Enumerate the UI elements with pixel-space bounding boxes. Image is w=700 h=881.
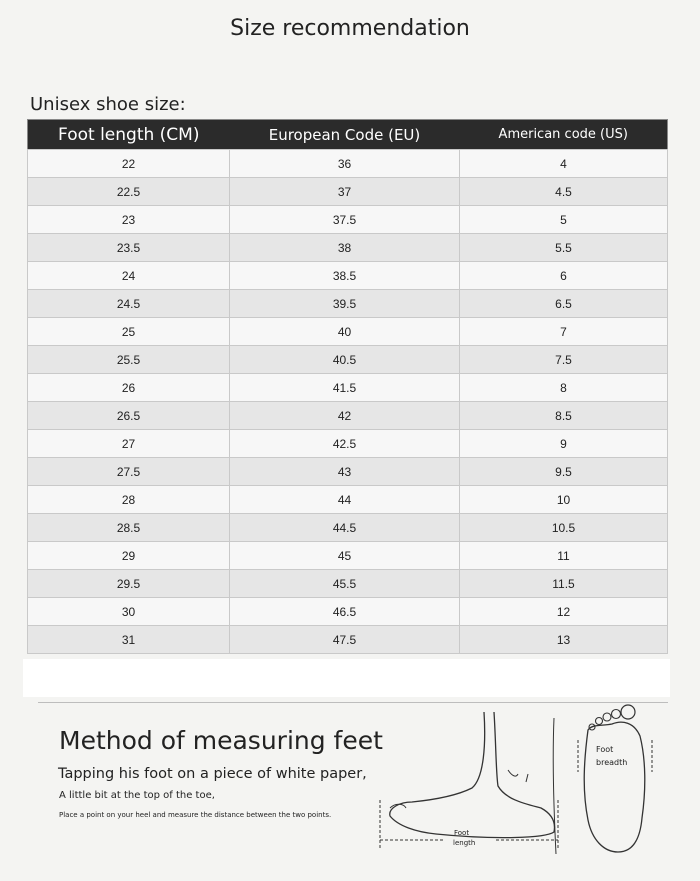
cell-eu-size: 44 <box>230 486 460 514</box>
table-row <box>28 598 668 626</box>
cell-foot-length: 23 <box>28 206 230 234</box>
cell-us-size: 9.5 <box>460 458 668 486</box>
cell-us-size: 9 <box>460 430 668 458</box>
cell-eu-size: 40.5 <box>230 346 460 374</box>
cell-foot-length: 29 <box>28 542 230 570</box>
cell-foot-length: 24 <box>28 262 230 290</box>
cell-foot-length: 25 <box>28 318 230 346</box>
foot-breadth-label-1: Foot <box>596 745 614 754</box>
cell-eu-size: 38.5 <box>230 262 460 290</box>
table-row <box>28 570 668 598</box>
column-header-foot-length: Foot length (CM) <box>28 120 230 150</box>
cell-foot-length: 27 <box>28 430 230 458</box>
foot-side-outline <box>390 712 555 838</box>
column-header-eu: European Code (EU) <box>230 120 460 150</box>
cell-eu-size: 43 <box>230 458 460 486</box>
cell-us-size: 4 <box>460 150 668 178</box>
table-row <box>28 626 668 654</box>
cell-foot-length: 27.5 <box>28 458 230 486</box>
column-header-us: American code (US) <box>460 120 668 150</box>
table-row <box>28 206 668 234</box>
cell-eu-size: 42 <box>230 402 460 430</box>
cell-us-size: 6 <box>460 262 668 290</box>
cell-eu-size: 38 <box>230 234 460 262</box>
foot-breadth-label-2: breadth <box>596 758 628 767</box>
cell-us-size: 7 <box>460 318 668 346</box>
blank-band <box>23 659 670 697</box>
table-body <box>28 150 668 654</box>
cell-us-size: 6.5 <box>460 290 668 318</box>
cell-eu-size: 44.5 <box>230 514 460 542</box>
cell-eu-size: 41.5 <box>230 374 460 402</box>
cell-eu-size: 37.5 <box>230 206 460 234</box>
cell-us-size: 8.5 <box>460 402 668 430</box>
foot-top-view-illustration <box>574 700 658 860</box>
toe-2 <box>612 710 621 719</box>
cell-eu-size: 40 <box>230 318 460 346</box>
cell-us-size: 11.5 <box>460 570 668 598</box>
cell-us-size: 8 <box>460 374 668 402</box>
cell-foot-length: 28.5 <box>28 514 230 542</box>
cell-eu-size: 46.5 <box>230 598 460 626</box>
cell-us-size: 5.5 <box>460 234 668 262</box>
table-row <box>28 178 668 206</box>
table-row <box>28 486 668 514</box>
table-row <box>28 346 668 374</box>
method-instruction-1: Tapping his foot on a piece of white paper, <box>58 766 367 782</box>
cell-foot-length: 31 <box>28 626 230 654</box>
cell-foot-length: 26 <box>28 374 230 402</box>
foot-length-label-2: length <box>453 839 476 847</box>
table-subtitle: Unisex shoe size: <box>30 94 186 115</box>
table-row <box>28 234 668 262</box>
method-instruction-2: A little bit at the top of the toe, <box>59 790 215 801</box>
cell-us-size: 12 <box>460 598 668 626</box>
cell-eu-size: 47.5 <box>230 626 460 654</box>
cell-eu-size: 39.5 <box>230 290 460 318</box>
foot-length-label-1: Foot <box>454 829 470 837</box>
size-chart-table <box>27 119 668 654</box>
ankle-mark <box>508 770 528 782</box>
cell-us-size: 10.5 <box>460 514 668 542</box>
foot-side-view-illustration <box>376 704 576 864</box>
cell-us-size: 11 <box>460 542 668 570</box>
cell-foot-length: 22.5 <box>28 178 230 206</box>
big-toe <box>621 705 635 719</box>
cell-foot-length: 25.5 <box>28 346 230 374</box>
table-row <box>28 290 668 318</box>
cell-foot-length: 26.5 <box>28 402 230 430</box>
page-title: Size recommendation <box>230 16 470 41</box>
cell-foot-length: 29.5 <box>28 570 230 598</box>
method-instruction-3: Place a point on your heel and measure the distance between the two points. <box>59 811 332 819</box>
table-row <box>28 262 668 290</box>
toe-4 <box>596 718 603 725</box>
cell-foot-length: 23.5 <box>28 234 230 262</box>
cell-us-size: 10 <box>460 486 668 514</box>
table-row <box>28 318 668 346</box>
cell-eu-size: 42.5 <box>230 430 460 458</box>
cell-eu-size: 45 <box>230 542 460 570</box>
foot-top-outline <box>584 722 645 852</box>
cell-eu-size: 36 <box>230 150 460 178</box>
table-row <box>28 402 668 430</box>
cell-foot-length: 30 <box>28 598 230 626</box>
cell-us-size: 4.5 <box>460 178 668 206</box>
table-row <box>28 458 668 486</box>
method-title: Method of measuring feet <box>59 726 383 755</box>
table-row <box>28 374 668 402</box>
table-row <box>28 430 668 458</box>
toe-3 <box>603 713 611 721</box>
table-row <box>28 514 668 542</box>
heel-wall-line <box>553 718 556 854</box>
cell-us-size: 5 <box>460 206 668 234</box>
cell-foot-length: 28 <box>28 486 230 514</box>
cell-us-size: 7.5 <box>460 346 668 374</box>
table-row <box>28 542 668 570</box>
cell-eu-size: 45.5 <box>230 570 460 598</box>
table-header-row <box>28 120 668 150</box>
cell-foot-length: 24.5 <box>28 290 230 318</box>
cell-eu-size: 37 <box>230 178 460 206</box>
table-row <box>28 150 668 178</box>
cell-foot-length: 22 <box>28 150 230 178</box>
cell-us-size: 13 <box>460 626 668 654</box>
